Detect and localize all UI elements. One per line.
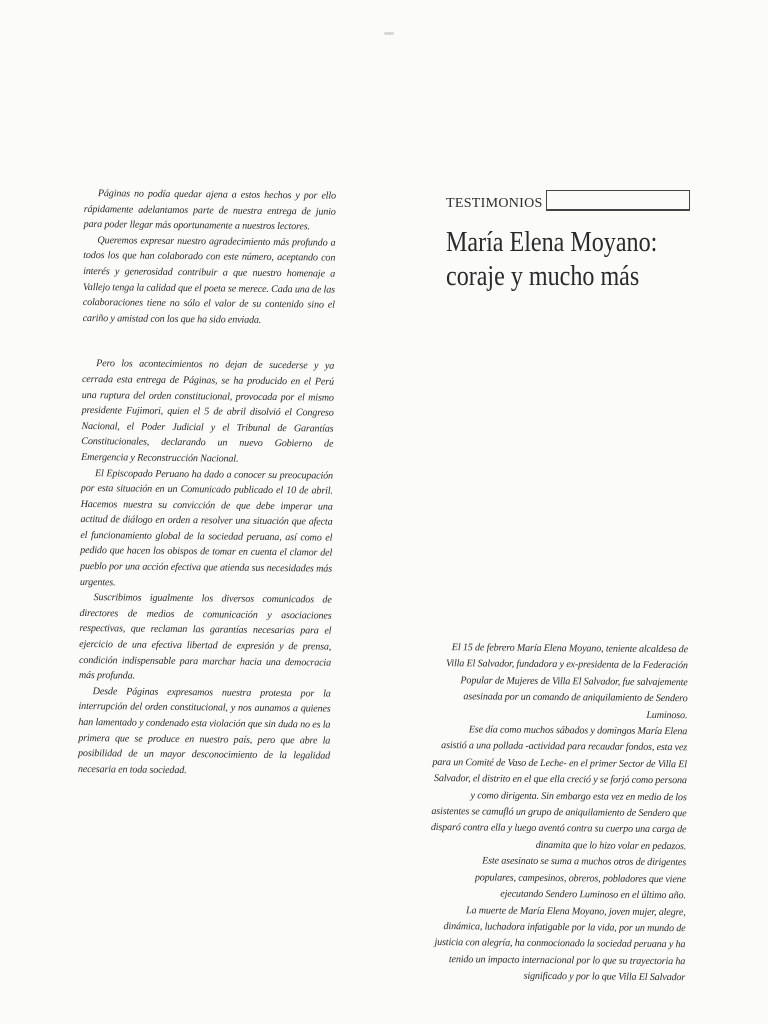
scan-speck <box>384 32 394 35</box>
section-label: TESTIMONIOS <box>446 196 543 211</box>
left-paragraph-3: Pero los acontecimientos no dejan de sucederse y ya cerrada esta entrega de Páginas, se ha producido en el Perú una ruptura del orden constitucional, provocada por el mismo presidente Fujimori, quien el 5 de abril disolvió el Congreso Nacional, el Poder Judicial y el Tribunal de Garantías Constitucionales, declarando un nuevo Gobierno de Emergencia y Reconstrucción Nacional. <box>81 358 335 465</box>
right-paragraph-3: Este asesinato se suma a muchos otros de dirigentes populares, campesinos, obreros, pobladores que viene ejecutando Sendero Luminoso en el último año. <box>474 855 687 902</box>
right-paragraph-1: El 15 de febrero María Elena Moyano, teniente alcaldesa de Villa El Salvador, fundadora y ex-presidenta de la Federación Popular de Mujeres de Villa El Salvador, fue salvajemente asesinada por un comando de aniquilamiento de Sendero Luminoso. <box>445 642 688 721</box>
article-title-line-2: coraje y mucho más <box>446 261 640 292</box>
section-rule-box <box>546 190 690 211</box>
left-column <box>78 186 336 780</box>
article-title <box>446 226 704 294</box>
left-paragraph-6: Desde Páginas expresamos nuestra protesta por la interrupción del orden constitucional, y nos aunamos a quienes han lamentado y condenado esta violación que sin duda no es la primera que se produce en nuestro país, pero que abre la posibilidad de un mayor desconocimiento de la legalidad necesaria en toda sociedad. <box>77 685 331 776</box>
left-paragraph-5: Suscribimos igualmente los diversos comunicados de directores de medios de comunicación y asociaciones respectivas, que reclaman las garantías necesarias para el ejercicio de una efectiva libertad de expresión y de prensa, condición indispensable para marchar hacia una democracia más profunda. <box>78 592 332 682</box>
section-header <box>446 188 690 212</box>
article-title-line-1: María Elena Moyano: <box>446 227 658 258</box>
left-paragraph-1: Páginas no podía quedar ajena a estos hechos y por ello rápidamente adelantamos parte de nuestra entrega de junio para poder llegar más oportunamente a nuestros lectores. <box>83 188 336 233</box>
right-paragraph-4: La muerte de María Elena Moyano, joven mujer, alegre, dinámica, luchadora infatigable por la vida, por un mundo de justicia con alegría, ha conmocionado la sociedad peruana y ha tenido un impacto internacional por lo que su trayectoria ha significado y por lo que Villa El Salvador <box>434 904 686 984</box>
left-paragraph-4: El Episcopado Peruano ha dado a conocer su preocupación por esta situación en un Comunicado publicado el 10 de abril. Hacemos nuestra su convicción de que debe imperar una actitud de diálogo en orden a resolver una situación que afecta el funcionamiento global de la sociedad peruana, así como el pedido que hacen los obispos de tomar en cuenta el clamor del pueblo por una acción efectiva que atienda sus necesidades más urgentes. <box>79 467 334 589</box>
right-column <box>429 640 688 987</box>
right-paragraph-2: Ese día como muchos sábados y domingos María Elena asistió a una pollada -actividad para recaudar fondos, esta vez para un Comité de Vaso de Leche- en el primer Sector de Villa El Salvador, el distrito en el que ella creció y se forjó como persona y como dirigenta. Sin embargo esta vez en medio de los asistentes se camufló un grupo de aniquilamiento de Sendero que disparó contra ella y luego aventó contra su cuerpo una carga de dinamita que lo hizo volar en pedazos. <box>430 724 688 853</box>
left-paragraph-2: Queremos expresar nuestro agradecimiento más profundo a todos los que han colaborado con este número, aceptando con interés y generosidad contribuir a que nuestro homenaje a Vallejo tenga la calidad que el poeta se merece. Cada una de las colaboraciones tiene no sólo el valor de su contenido sino el cariño y amistad con los que ha sido enviada. <box>82 234 336 326</box>
paragraph-gap <box>82 326 334 359</box>
